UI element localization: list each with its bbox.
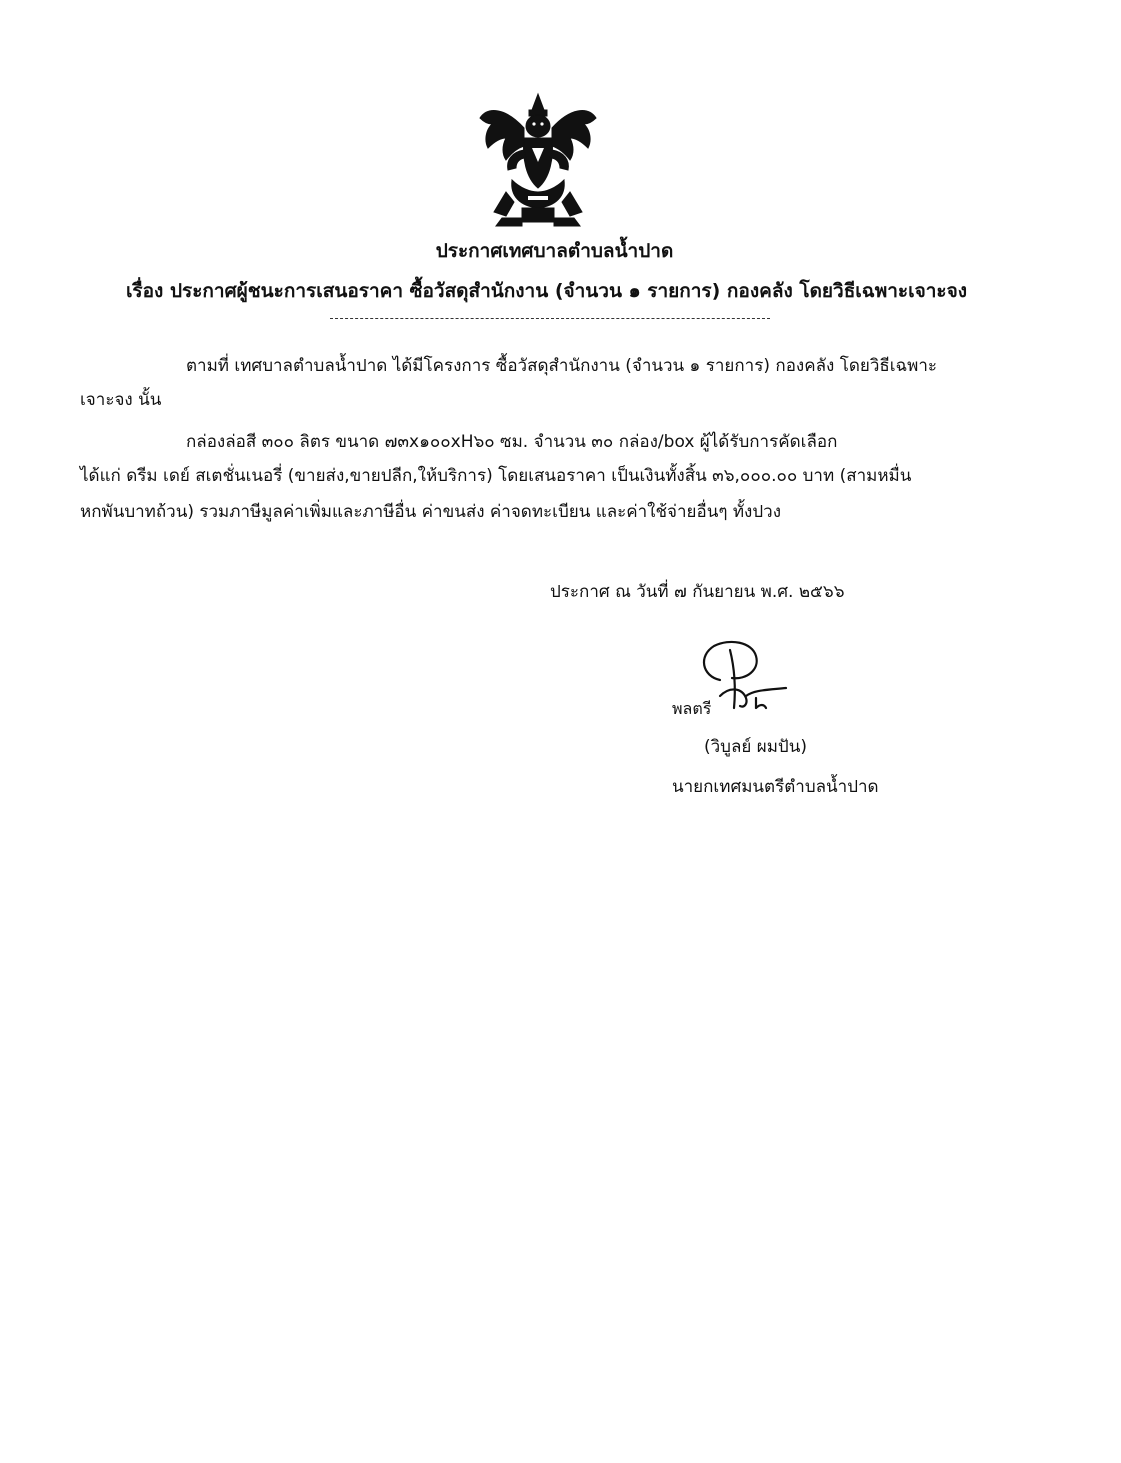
signer-rank: พลตรี xyxy=(672,699,712,718)
announcement-date: ประกาศ ณ วันที่ ๗ กันยายน พ.ศ. ๒๕๖๖ xyxy=(550,582,845,602)
garuda-emblem-icon xyxy=(466,88,610,232)
signer-name: (วิบูลย์ ผมปัน) xyxy=(704,737,807,757)
announcement-subject: เรื่อง ประกาศผู้ชนะการเสนอราคา ซื้อวัสดุสำนักงาน (จำนวน ๑ รายการ) กองคลัง โดยวิธีเฉพาะเจาะจง xyxy=(125,280,968,302)
paragraph-1-line-1: ตามที่ เทศบาลตำบลน้ำปาด ได้มีโครงการ ซื้อวัสดุสำนักงาน (จำนวน ๑ รายการ) กองคลัง โดยวิธีเฉพาะ xyxy=(186,356,938,376)
paragraph-1-line-2: เจาะจง นั้น xyxy=(80,390,162,410)
title-divider xyxy=(330,318,770,319)
paragraph-2-line-3: หกพันบาทถ้วน) รวมภาษีมูลค่าเพิ่มและภาษีอื่น ค่าขนส่ง ค่าจดทะเบียน และค่าใช้จ่ายอื่นๆ ทั้งปวง xyxy=(80,502,781,522)
paragraph-2-line-1: กล่องล่อสี ๓๐๐ ลิตร ขนาด ๗๓x๑๐๐xH๖๐ ซม. จำนวน ๓๐ กล่อง/box ผู้ได้รับการคัดเลือก xyxy=(186,432,838,452)
announcement-title: ประกาศเทศบาลตำบลน้ำปาด xyxy=(435,240,674,262)
signer-position: นายกเทศมนตรีตำบลน้ำปาด xyxy=(672,777,879,797)
paragraph-2-line-2: ได้แก่ ดรีม เดย์ สเตชั่นเนอรี่ (ขายส่ง,ขายปลีก,ให้บริการ) โดยเสนอราคา เป็นเงินทั้งสิ้น ๓๖,๐๐๐.๐๐ บาท (สามหมื่น xyxy=(80,466,912,486)
